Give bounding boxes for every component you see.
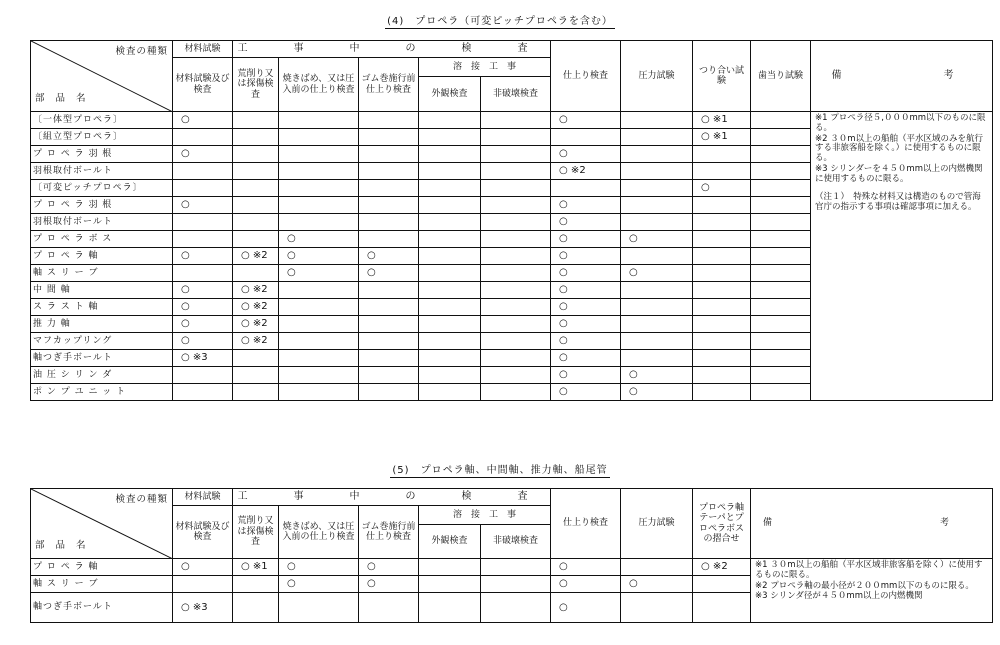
part-name: 軸つぎ手ボールト [31,350,173,367]
cell-rubber [359,180,419,197]
cell-rubber [359,129,419,146]
cell-balance: ○ ※1 [693,112,751,129]
cell-ndt [481,593,551,623]
cell-material: ○ [173,146,233,163]
part-name: ス ラ ス ト 軸 [31,299,173,316]
cell-rubber [359,163,419,180]
cell-visual [419,559,481,576]
cell-rubber [359,231,419,248]
note-mark: ※1 [755,560,768,570]
header-material-sub: 材料試験及び検査 [173,506,233,559]
cell-material: ○ [173,316,233,333]
cell-pressure: ○ [621,231,693,248]
header-welding: 溶 接 工 事 [419,58,551,77]
cell-shrink [279,197,359,214]
note-text: プロペラ軸の最小径が２００mm以下のものに限る。 [770,580,974,591]
cell-contact [751,248,811,265]
note-mark: ※2 [815,133,828,144]
cell-visual [419,299,481,316]
cell-rough [233,231,279,248]
cell-pressure [621,593,693,623]
cell-shrink: ○ [279,231,359,248]
cell-taper [693,576,751,593]
cell-shrink [279,180,359,197]
cell-rough [233,593,279,623]
cell-rough [233,350,279,367]
header-welding: 溶 接 工 事 [419,506,551,525]
cell-pressure [621,112,693,129]
cell-shrink [279,367,359,384]
cell-visual [419,593,481,623]
cell-balance [693,350,751,367]
cell-shrink [279,333,359,350]
cell-rubber [359,146,419,163]
cell-contact [751,350,811,367]
part-name: マフカップリング [31,333,173,350]
remark-note [755,592,988,602]
cell-balance [693,282,751,299]
cell-material: ○ [173,197,233,214]
part-name: プ ロ ペ ラ 軸 [31,248,173,265]
cell-balance [693,163,751,180]
cell-rubber [359,112,419,129]
header-ndt: 非破壊検査 [481,77,551,112]
cell-ndt [481,214,551,231]
cell-contact [751,163,811,180]
cell-shrink: ○ [279,576,359,593]
cell-finish: ○ [551,146,621,163]
cell-rough [233,129,279,146]
table-row [31,559,993,576]
cell-finish: ○ [551,559,621,576]
cell-rough: ○ ※2 [233,333,279,350]
cell-taper: ○ ※2 [693,559,751,576]
cell-contact [751,367,811,384]
cell-finish: ○ [551,576,621,593]
cell-material: ○ [173,333,233,350]
cell-contact [751,112,811,129]
cell-contact [751,214,811,231]
cell-ndt [481,112,551,129]
header-material: 材料試験 [173,41,233,58]
header-finish: 仕上り検査 [551,41,621,112]
cell-balance: ○ ※1 [693,129,751,146]
cell-pressure [621,197,693,214]
cell-pressure [621,180,693,197]
part-name: プ ロ ペ ラ 羽 根 [31,197,173,214]
cell-shrink: ○ [279,265,359,282]
cell-pressure [621,282,693,299]
header-rubber: ゴム巻施行前仕上り検査 [359,506,419,559]
cell-ndt [481,316,551,333]
cell-pressure [621,299,693,316]
cell-ndt [481,367,551,384]
remark-note [755,582,988,592]
cell-finish: ○ [551,299,621,316]
cell-visual [419,146,481,163]
cell-pressure [621,146,693,163]
header-rough: 荒削り又は探傷検査 [233,506,279,559]
remark-note [755,561,988,581]
cell-material [173,384,233,401]
header-remarks: 備 考 [811,41,993,112]
cell-ndt [481,576,551,593]
header-corner: 検査の種類 部 品 名 [31,489,173,559]
cell-visual [419,129,481,146]
cell-material [173,129,233,146]
cell-material: ○ ※3 [173,593,233,623]
cell-pressure [621,333,693,350]
cell-material: ○ [173,559,233,576]
cell-rubber [359,282,419,299]
part-name: ポ ン プ ユ ニ ッ ト [31,384,173,401]
cell-visual [419,367,481,384]
part-name: 羽根取付ボールト [31,214,173,231]
cell-shrink [279,350,359,367]
cell-finish [551,180,621,197]
cell-rough [233,180,279,197]
cell-rough [233,384,279,401]
cell-rough [233,112,279,129]
cell-contact [751,265,811,282]
cell-visual [419,248,481,265]
cell-balance [693,146,751,163]
cell-rubber [359,214,419,231]
cell-rough [233,367,279,384]
cell-ndt [481,384,551,401]
cell-ndt [481,146,551,163]
cell-ndt [481,350,551,367]
cell-ndt [481,197,551,214]
part-name: 軸 ス リ ー ブ [31,265,173,282]
cell-finish: ○ [551,350,621,367]
cell-rubber [359,350,419,367]
cell-balance [693,231,751,248]
cell-finish: ○ [551,333,621,350]
part-name: プ ロ ペ ラ ボ ス [31,231,173,248]
cell-finish: ○ [551,231,621,248]
cell-rubber [359,333,419,350]
cell-ndt [481,231,551,248]
part-name: 軸 ス リ ー ブ [31,576,173,593]
cell-shrink [279,129,359,146]
cell-contact [751,180,811,197]
cell-material: ○ [173,282,233,299]
cell-visual [419,282,481,299]
cell-rubber: ○ [359,248,419,265]
cell-visual [419,112,481,129]
cell-visual [419,214,481,231]
header-in-process: 工 事 中 の 検 査 [233,489,551,506]
cell-visual [419,265,481,282]
header-rubber: ゴム巻施行前仕上り検査 [359,58,419,112]
cell-rubber [359,384,419,401]
cell-balance [693,299,751,316]
remarks-notes [811,112,993,401]
header-material-sub: 材料試験及び検査 [173,58,233,112]
cell-rough [233,214,279,231]
cell-visual [419,384,481,401]
cell-shrink [279,282,359,299]
cell-ndt [481,248,551,265]
cell-balance [693,214,751,231]
cell-finish: ○ [551,384,621,401]
note-mark: ※1 [815,113,828,123]
cell-rough [233,197,279,214]
part-name: 軸つぎ手ボールト [31,593,173,623]
note-text: ３０m以上の船舶（平水区域のみを航行する非旅客船を除く。）に使用するものに限る。 [815,133,984,164]
cell-contact [751,299,811,316]
cell-rough [233,265,279,282]
header-corner: 検査の種類 部 品 名 [31,41,173,112]
cell-rough: ○ ※2 [233,248,279,265]
cell-balance [693,248,751,265]
note-text: プロペラ径５,０００mm以下のものに限る。 [815,113,986,133]
table-row [31,112,993,129]
section5-title: (5) プロペラ軸、中間軸、推力軸、船尾管 [392,465,608,476]
cell-ndt [481,265,551,282]
note-text: シリンダ径が４５０mm以上の内燃機関 [770,591,923,602]
header-pressure: 圧力試験 [621,489,693,559]
cell-rough: ○ ※1 [233,559,279,576]
cell-ndt [481,333,551,350]
part-name: 羽根取付ボールト [31,163,173,180]
header-taper: プロペラ軸テーパとプロペラボスの摺合せ [693,489,751,559]
cell-pressure [621,350,693,367]
cell-contact [751,197,811,214]
cell-ndt [481,282,551,299]
cell-pressure: ○ [621,367,693,384]
cell-ndt [481,129,551,146]
cell-visual [419,163,481,180]
cell-rubber [359,316,419,333]
part-name: プ ロ ペ ラ 軸 [31,559,173,576]
note-mark: ※3 [815,163,828,174]
header-contact: 歯当り試験 [751,41,811,112]
cell-finish: ○ [551,265,621,282]
header-shrink: 焼きばめ、又は圧入前の仕上り検査 [279,58,359,112]
cell-shrink [279,214,359,231]
cell-material [173,163,233,180]
cell-contact [751,384,811,401]
header-rough: 荒削り又は探傷検査 [233,58,279,112]
part-name: 推 力 軸 [31,316,173,333]
cell-ndt [481,559,551,576]
cell-shrink [279,316,359,333]
cell-ndt [481,163,551,180]
cell-rough: ○ ※2 [233,299,279,316]
cell-shrink: ○ [279,248,359,265]
cell-rubber: ○ [359,265,419,282]
note-text: シリンダーを４５０mm以上の内燃機関に使用するものに限る。 [815,163,983,184]
cell-pressure [621,316,693,333]
cell-finish: ○ [551,367,621,384]
section4-table [30,40,993,401]
part-name: 〔可変ピッチプロペラ〕 [31,180,173,197]
header-visual: 外観検査 [419,77,481,112]
cell-shrink [279,163,359,180]
header-material: 材料試験 [173,489,233,506]
cell-balance: ○ [693,180,751,197]
header-pressure: 圧力試験 [621,41,693,112]
note-text: （注１） 特殊な材料又は構造のもので管海官庁の指示する事項は確認事項に加える。 [815,192,981,213]
cell-rubber: ○ [359,559,419,576]
header-in-process: 工 事 中 の 検 査 [233,41,551,58]
cell-material [173,214,233,231]
cell-visual [419,180,481,197]
cell-visual [419,231,481,248]
section5-table [30,488,993,623]
cell-contact [751,333,811,350]
header-balance: つり合い試験 [693,41,751,112]
remarks-notes [751,559,993,623]
cell-material [173,367,233,384]
cell-contact [751,129,811,146]
cell-rough: ○ ※2 [233,282,279,299]
cell-material [173,231,233,248]
cell-taper [693,593,751,623]
cell-ndt [481,299,551,316]
cell-finish: ○ [551,282,621,299]
cell-contact [751,231,811,248]
cell-balance [693,197,751,214]
cell-rough [233,146,279,163]
note-text: ３０m以上の船舶（平水区域非旅客船を除く）に使用するものに限る。 [755,560,983,580]
cell-rubber: ○ [359,576,419,593]
note-mark: ※2 [755,580,768,591]
cell-contact [751,316,811,333]
cell-rubber [359,367,419,384]
note-mark: ※3 [755,591,768,602]
remark-note [815,193,988,213]
part-name: 〔組立型プロペラ〕 [31,129,173,146]
part-name: プ ロ ペ ラ 羽 根 [31,146,173,163]
cell-balance [693,265,751,282]
cell-finish: ○ [551,112,621,129]
cell-pressure [621,214,693,231]
cell-shrink: ○ [279,559,359,576]
header-finish: 仕上り検査 [551,489,621,559]
cell-material [173,265,233,282]
cell-material: ○ [173,112,233,129]
remark-note [815,135,988,164]
header-ndt: 非破壊検査 [481,525,551,559]
cell-shrink [279,299,359,316]
section4-title: (4) プロペラ（可変ピッチプロペラを含む） [387,16,613,27]
part-name: 油 圧 シ リ ン ダ [31,367,173,384]
cell-finish: ○ ※2 [551,163,621,180]
cell-contact [751,146,811,163]
cell-visual [419,333,481,350]
cell-visual [419,197,481,214]
cell-rubber [359,299,419,316]
header-remarks: 備 考 [751,489,993,559]
header-visual: 外観検査 [419,525,481,559]
cell-material: ○ [173,299,233,316]
cell-finish: ○ [551,214,621,231]
cell-ndt [481,180,551,197]
cell-rough [233,163,279,180]
cell-shrink [279,593,359,623]
cell-pressure [621,559,693,576]
cell-rough: ○ ※2 [233,316,279,333]
cell-balance [693,384,751,401]
cell-visual [419,350,481,367]
remark-note [815,114,988,134]
part-name: 中 間 軸 [31,282,173,299]
cell-rubber [359,197,419,214]
cell-finish: ○ [551,197,621,214]
cell-finish [551,129,621,146]
cell-shrink [279,384,359,401]
cell-material: ○ [173,248,233,265]
cell-rubber [359,593,419,623]
header-shrink: 焼きばめ、又は圧入前の仕上り検査 [279,506,359,559]
cell-pressure [621,129,693,146]
cell-material [173,576,233,593]
remark-note [815,165,988,185]
cell-balance [693,316,751,333]
cell-balance [693,333,751,350]
cell-pressure: ○ [621,576,693,593]
cell-material [173,180,233,197]
cell-visual [419,576,481,593]
cell-pressure [621,248,693,265]
cell-material: ○ ※3 [173,350,233,367]
cell-finish: ○ [551,248,621,265]
cell-pressure: ○ [621,265,693,282]
cell-shrink [279,112,359,129]
cell-shrink [279,146,359,163]
part-name: 〔一体型プロペラ〕 [31,112,173,129]
cell-finish: ○ [551,316,621,333]
cell-finish: ○ [551,593,621,623]
cell-pressure: ○ [621,384,693,401]
cell-pressure [621,163,693,180]
cell-rough [233,576,279,593]
cell-contact [751,282,811,299]
cell-balance [693,367,751,384]
cell-visual [419,316,481,333]
